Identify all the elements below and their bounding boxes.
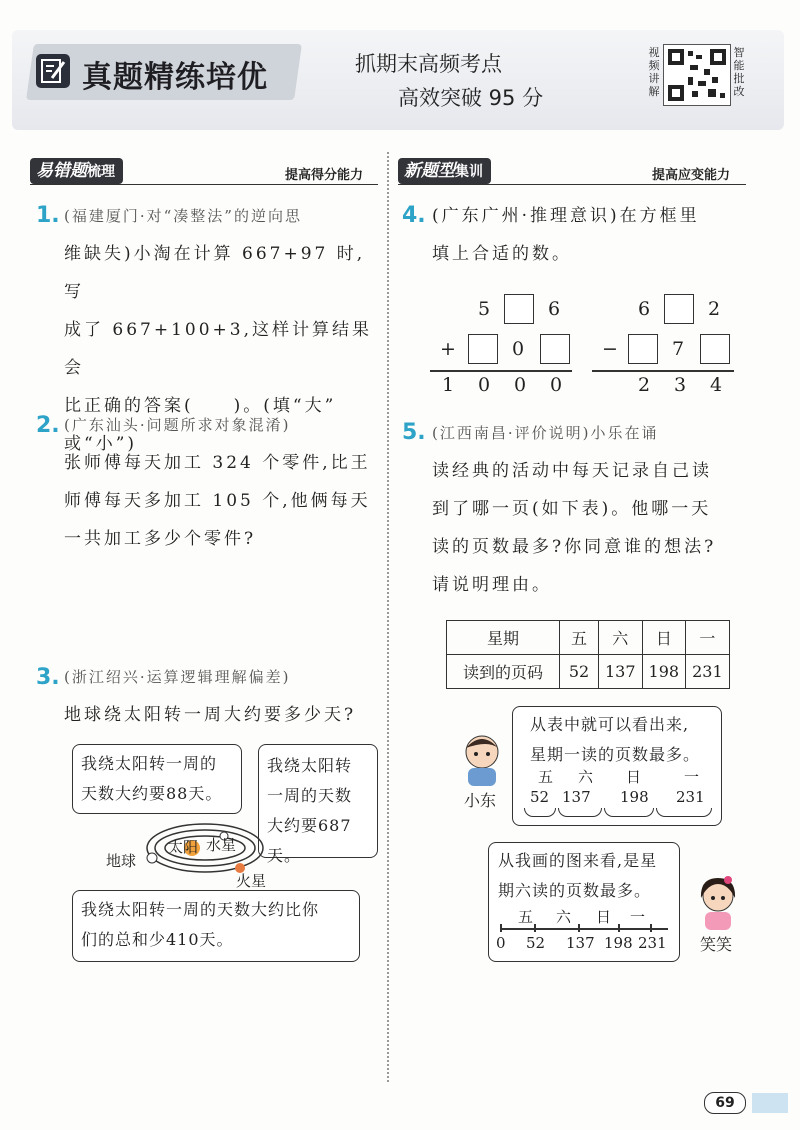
digit: 0	[549, 374, 563, 396]
digit: 6	[547, 298, 561, 320]
xiaodong-avatar-icon	[458, 730, 506, 786]
digit: 2	[637, 374, 651, 396]
digit: 5	[477, 298, 491, 320]
page-label: 137	[562, 788, 591, 806]
question-source: (浙江绍兴·运算逻辑理解偏差)	[64, 668, 291, 686]
digit: 3	[673, 374, 687, 396]
difference-line	[592, 370, 734, 372]
bubble-line: 一周的天数	[267, 786, 353, 805]
question-line: 维缺失)小淘在计算 667+97 时,写	[64, 244, 366, 302]
label-sun: 太阳	[168, 838, 199, 856]
table-cell: 52	[560, 655, 599, 689]
table-cell: 五	[560, 621, 599, 655]
question-source: (广东汕头·问题所求对象混淆)	[64, 416, 291, 434]
page-label: 231	[638, 934, 667, 952]
section-tag-main: 易错题	[36, 161, 87, 181]
day-label: 五	[538, 768, 554, 786]
sum-line	[430, 370, 572, 372]
answer-box[interactable]	[700, 334, 730, 364]
bubble-line: 我绕太阳转一周的天数大约比你	[81, 900, 320, 919]
xiaoxiao-avatar-icon	[694, 872, 742, 930]
tick	[618, 924, 620, 932]
question-line: 师傅每天多加工 105 个,他俩每天	[64, 491, 371, 511]
table-row	[447, 655, 730, 689]
question-line: 地球绕太阳转一周大约要多少天?	[64, 705, 357, 725]
digit: 7	[671, 338, 685, 360]
tick	[578, 924, 580, 932]
table-cell: 一	[686, 621, 730, 655]
bubble-line: 天数大约要88天。	[81, 784, 223, 803]
subtitle-line2: 高效突破 95 分	[398, 86, 544, 110]
number-line	[500, 928, 668, 930]
question-3	[64, 658, 384, 734]
page-label: 0	[496, 934, 506, 952]
xiaoxiao-name: 笑笑	[700, 935, 733, 954]
subtitle-line1: 抓期末高频考点	[355, 52, 502, 76]
bubble-line: 从我画的图来看,是星	[498, 851, 658, 870]
question-number: 4.	[402, 203, 426, 228]
qr-right-label: 智能批改	[733, 46, 745, 98]
section-label-left: 提高得分能力	[285, 168, 364, 183]
xiaodong-text	[530, 710, 700, 770]
table-cell: 日	[642, 621, 686, 655]
question-number: 3.	[36, 665, 60, 690]
digit: 2	[707, 298, 721, 320]
tick	[650, 924, 652, 932]
page-label: 52	[530, 788, 550, 806]
bar-segment	[656, 808, 712, 817]
page-tab	[752, 1093, 788, 1113]
label-mercury: 水星	[206, 836, 237, 854]
question-line: 填上合适的数。	[432, 244, 572, 264]
day-label: 日	[626, 768, 642, 786]
digit: 6	[637, 298, 651, 320]
section-underline-left	[30, 184, 378, 185]
day-label: 一	[684, 768, 700, 786]
answer-box[interactable]	[664, 294, 694, 324]
bar-segment	[604, 808, 654, 817]
bubble-line: 期六读的页数最多。	[498, 881, 652, 900]
operator-plus: +	[440, 338, 456, 360]
question-line: 张师傅每天加工 324 个零件,比王	[64, 453, 371, 473]
section-tag-sub: 梳理	[87, 164, 115, 180]
digit: 0	[513, 374, 527, 396]
day-label: 五	[518, 908, 534, 926]
question-2	[64, 406, 384, 558]
question-4	[432, 197, 762, 273]
question-line: 请说明理由。	[432, 575, 552, 595]
page-title: 真题精练培优	[82, 60, 268, 95]
question-source: (福建厦门·对“凑整法”的逆向思	[64, 207, 302, 225]
operator-minus: −	[602, 338, 618, 360]
section-tag-right	[398, 158, 491, 184]
tick	[500, 924, 502, 932]
xiaoxiao-text	[498, 846, 657, 906]
day-label: 一	[630, 908, 646, 926]
bubble-line: 大约要687天。	[267, 816, 352, 865]
qr-left-label: 视频讲解	[648, 46, 660, 98]
section-tag-main: 新题型	[404, 161, 455, 181]
table-row	[447, 621, 730, 655]
section-label-right: 提高应变能力	[652, 168, 731, 183]
digit: 4	[709, 374, 723, 396]
answer-box[interactable]	[504, 294, 534, 324]
pen-icon	[36, 54, 70, 88]
question-line: 读经典的活动中每天记录自己读	[432, 461, 712, 481]
bubble-line: 我绕太阳转一周的	[81, 754, 218, 773]
bar-segment	[558, 808, 602, 817]
question-number: 5.	[402, 420, 426, 445]
question-number: 2.	[36, 413, 60, 438]
digit: 0	[511, 338, 525, 360]
section-tag-left	[30, 158, 123, 184]
page-label: 231	[676, 788, 705, 806]
page-label: 198	[620, 788, 649, 806]
table-cell: 读到的页码	[447, 655, 560, 689]
bubble-line: 我绕太阳转	[267, 756, 353, 775]
speech-bubble-earth	[72, 890, 360, 962]
question-line: (广东广州·推理意识)在方框里	[432, 206, 700, 226]
column-divider	[387, 152, 389, 1082]
speech-bubble-mars	[258, 744, 378, 865]
page-label: 198	[604, 934, 633, 952]
table-cell: 137	[599, 655, 643, 689]
table-cell: 星期	[447, 621, 560, 655]
table-cell: 198	[642, 655, 686, 689]
question-source: (江西南昌·评价说明)小乐在诵	[432, 424, 659, 442]
label-earth: 地球	[106, 852, 137, 870]
question-line: 成了 667+100+3,这样计算结果会	[64, 320, 373, 378]
table-cell: 六	[599, 621, 643, 655]
question-line: 一共加工多少个零件?	[64, 529, 257, 549]
bubble-line: 星期一读的页数最多。	[530, 745, 701, 764]
qr-code-icon[interactable]	[663, 44, 731, 106]
speech-bubble-mercury	[72, 744, 242, 814]
question-5	[432, 414, 772, 604]
answer-box[interactable]	[468, 334, 498, 364]
bubble-line: 们的总和少410天。	[81, 930, 234, 949]
question-line: 或“小”)	[64, 434, 138, 454]
tick	[534, 924, 536, 932]
question-line: 读的页数最多?你同意谁的想法?	[432, 537, 717, 557]
question-line: 比正确的答案( )。(填“大”	[64, 396, 337, 416]
digit: 0	[477, 374, 491, 396]
question-number: 1.	[36, 203, 60, 228]
label-mars: 火星	[236, 872, 267, 890]
xiaodong-name: 小东	[464, 791, 497, 810]
page-label: 137	[566, 934, 595, 952]
day-label: 六	[578, 768, 594, 786]
page-label: 52	[526, 934, 546, 952]
section-tag-sub: 集训	[455, 164, 483, 180]
digit: 1	[441, 374, 455, 396]
reading-table	[446, 620, 730, 689]
bubble-line: 从表中就可以看出来,	[530, 715, 690, 734]
question-line: 到了哪一页(如下表)。他哪一天	[432, 499, 712, 519]
table-cell: 231	[686, 655, 730, 689]
day-label: 日	[596, 908, 612, 926]
answer-box[interactable]	[540, 334, 570, 364]
bar-segment	[524, 808, 556, 817]
page-number: 69	[704, 1092, 746, 1114]
answer-box[interactable]	[628, 334, 658, 364]
day-label: 六	[556, 908, 572, 926]
section-underline-right	[398, 184, 746, 185]
